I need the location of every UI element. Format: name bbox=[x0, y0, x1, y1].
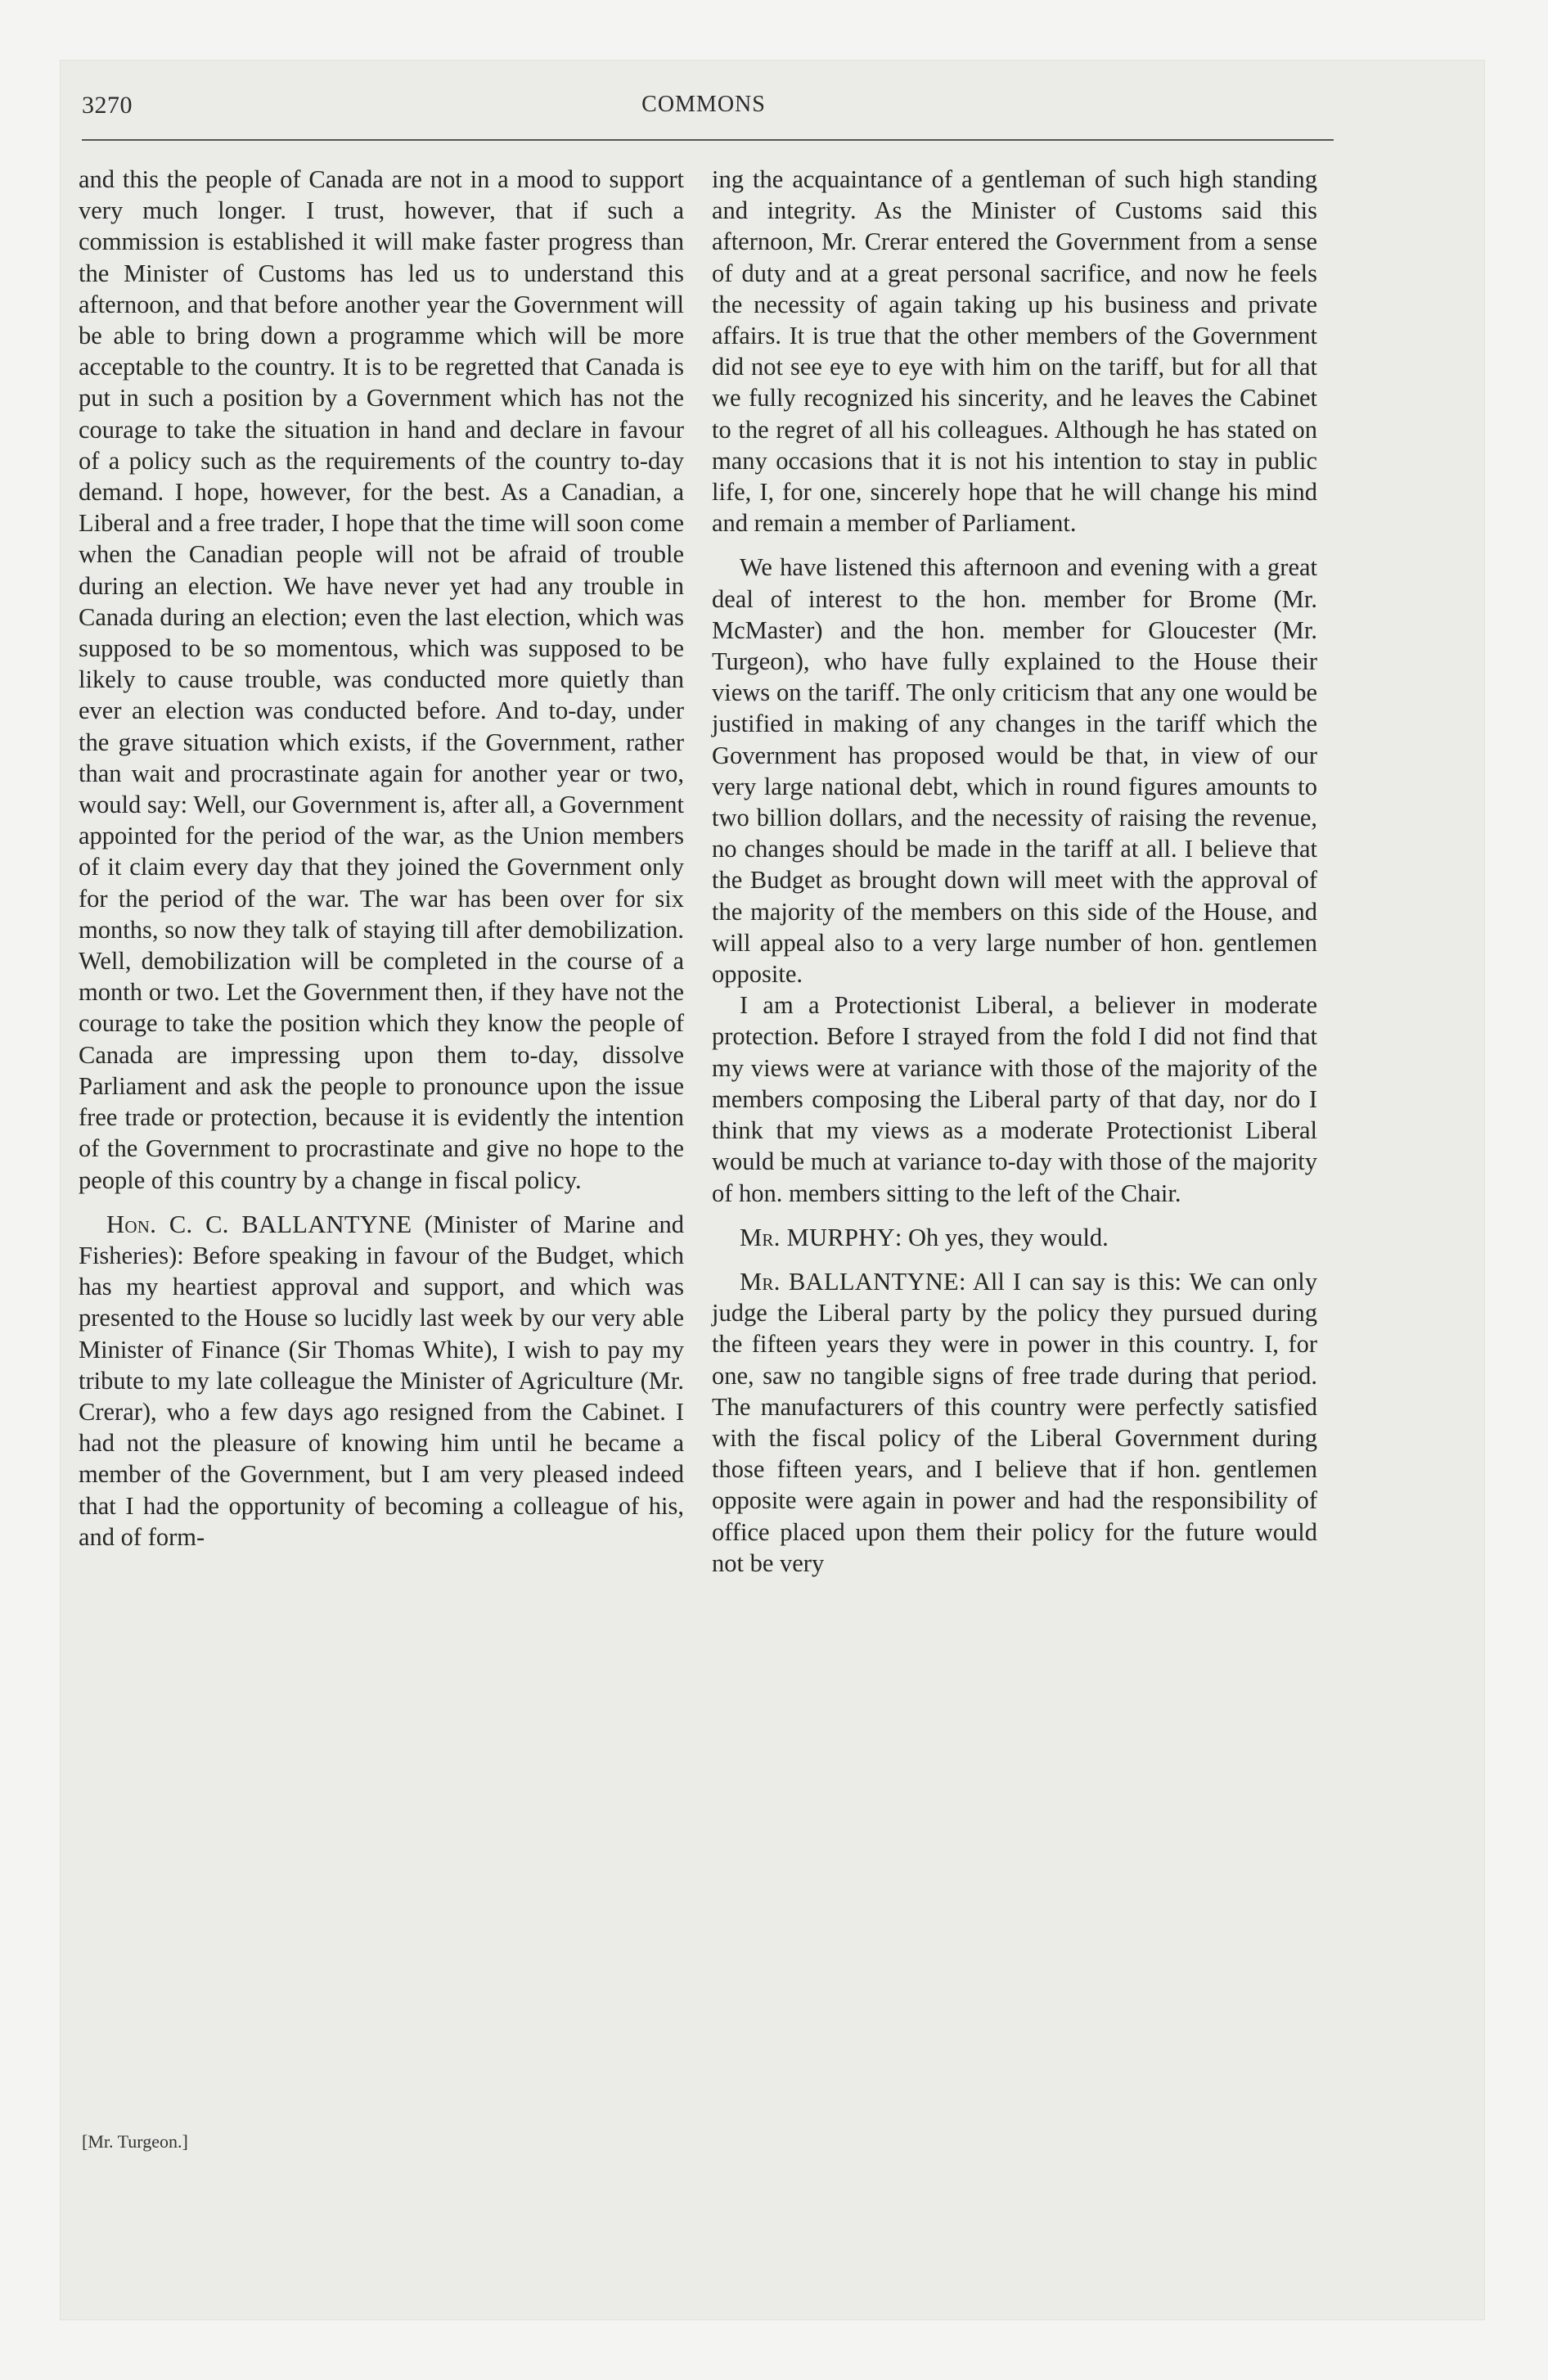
header-rule bbox=[82, 139, 1334, 141]
speaker-name: Mr. MURPHY bbox=[740, 1223, 895, 1251]
page-number: 3270 bbox=[82, 92, 133, 119]
page-header bbox=[82, 79, 1325, 128]
speaker-name: Hon. C. C. BALLANTYNE bbox=[106, 1210, 412, 1238]
speaker-tag: [Mr. Turgeon.] bbox=[82, 2131, 188, 2152]
paragraph: I am a Protectionist Liberal, a believer in moderate protection. Before I strayed from the fold I did not find that my views were at variance with those of the majority of the members composing the Liberal party of that day, nor do I think that my views as a moderate Protectionist Liberal would be much at variance to-day with those of the majority of hon. members sitting to the left of the Chair. bbox=[712, 991, 1317, 1207]
speech-paragraph bbox=[79, 1209, 684, 1553]
right-column bbox=[712, 164, 1317, 1579]
running-head: COMMONS bbox=[641, 92, 766, 117]
paragraph: ing the acquaintance of a gentleman of such high standing and integrity. As the Minister of Customs said this afternoon, Mr. Crerar entered the Government from a sense of duty and at a great personal sacrifice, and now he feels the necessity of again taking up his business and private affairs. It is true that the other members of the Government did not see eye to eye with him on the tariff, but for all that we fully recognized his sincerity, and he leaves the Cabinet to the regret of all his colleagues. Although he has stated on many occasions that it is not his intention to stay in public life, I, for one, sincerely hope that he will change his mind and remain a member of Parliament. bbox=[712, 165, 1317, 538]
paragraph: and this the people of Canada are not in a mood to support very much longer. I trust, however, that if such a commission is established it will make faster progress than the Minister of Customs has led us to understand this afternoon, and that before another year the Government will be able to bring down a programme which will be more acceptable to the country. It is to be regretted that Canada is put in such a position by a Government which has not the courage to take the situation in hand and declare in favour of a policy such as the requirements of the country to-day demand. I hope, however, for the best. As a Canadian, a Liberal and a free trader, I hope that the time will soon come when the Canadian people will not be afraid of trouble during an election. We have never yet had any trouble in Canada during an election; even the last election, which was supposed to be so momentous, which was supposed to be likely to cause trouble, was conducted more quietly than ever an election was conducted before. And to-day, under the grave situation which exists, if the Government, rather than wait and procrastinate again for another year or two, would say: Well, our Government is, after all, a Government appointed for the period of the war, as the Union members of it claim every day that they joined the Government only for the period of the war. The war has been over for six months, so now they talk of staying till after demobilization. Well, demobilization will be completed in the course of a month or two. Let the Government then, if they have not the courage to take the position which they know the people of Canada are impressing upon them to-day, dissolve Parliament and ask the people to pronounce upon the issue free trade or protection, because it is evidently the intention of the Government to procrastinate and give no hope to the people of this country by a change in fiscal policy. bbox=[79, 165, 684, 1194]
speech-text: (Minister of Marine and Fisheries): Before speaking in favour of the Budget, which has my heartiest approval and support, and which was presented to the House so lucidly last week by our very able Minister of Finance (Sir Thomas White), I wish to pay my tribute to my late colleague the Minister of Agriculture (Mr. Crerar), who a few days ago resigned from the Cabinet. I had not the pleasure of knowing him until he became a member of the Government, but I am very pleased indeed that I had the opportunity of becoming a colleague of his, and of form- bbox=[79, 1210, 685, 1551]
speaker-name: Mr. BALLANTYNE bbox=[740, 1267, 959, 1296]
speech-text: : All I can say is this: We can only judge the Liberal party by the policy they pursued during the fifteen years they were in power in this country. I, for one, saw no tangible signs of free trade during that period. The manufacturers of this country were perfectly satisfied with the fiscal policy of the Liberal Government during those fifteen years, and I believe that if hon. gentlemen opposite were again in power and had the responsibility of office placed upon them their policy for the future would not be very bbox=[712, 1267, 1318, 1577]
speech-text: : Oh yes, they would. bbox=[894, 1223, 1109, 1251]
speech-paragraph bbox=[712, 1266, 1317, 1579]
speech-paragraph bbox=[712, 1222, 1317, 1253]
left-column bbox=[79, 164, 684, 1553]
paragraph: We have listened this afternoon and evening with a great deal of interest to the hon. member for Brome (Mr. McMaster) and the hon. member for Gloucester (Mr. Turgeon), who have fully explained to the House their views on the tariff. The only criticism that any one would be justified in making of any changes in the tariff which the Government has proposed would be that, in view of our very large national debt, which in round figures amounts to two billion dollars, and the necessity of raising the revenue, no changes should be made in the tariff at all. I believe that the Budget as brought down will meet with the approval of the majority of the members on this side of the House, and will appeal also to a very large number of hon. gentlemen opposite. bbox=[712, 553, 1317, 989]
